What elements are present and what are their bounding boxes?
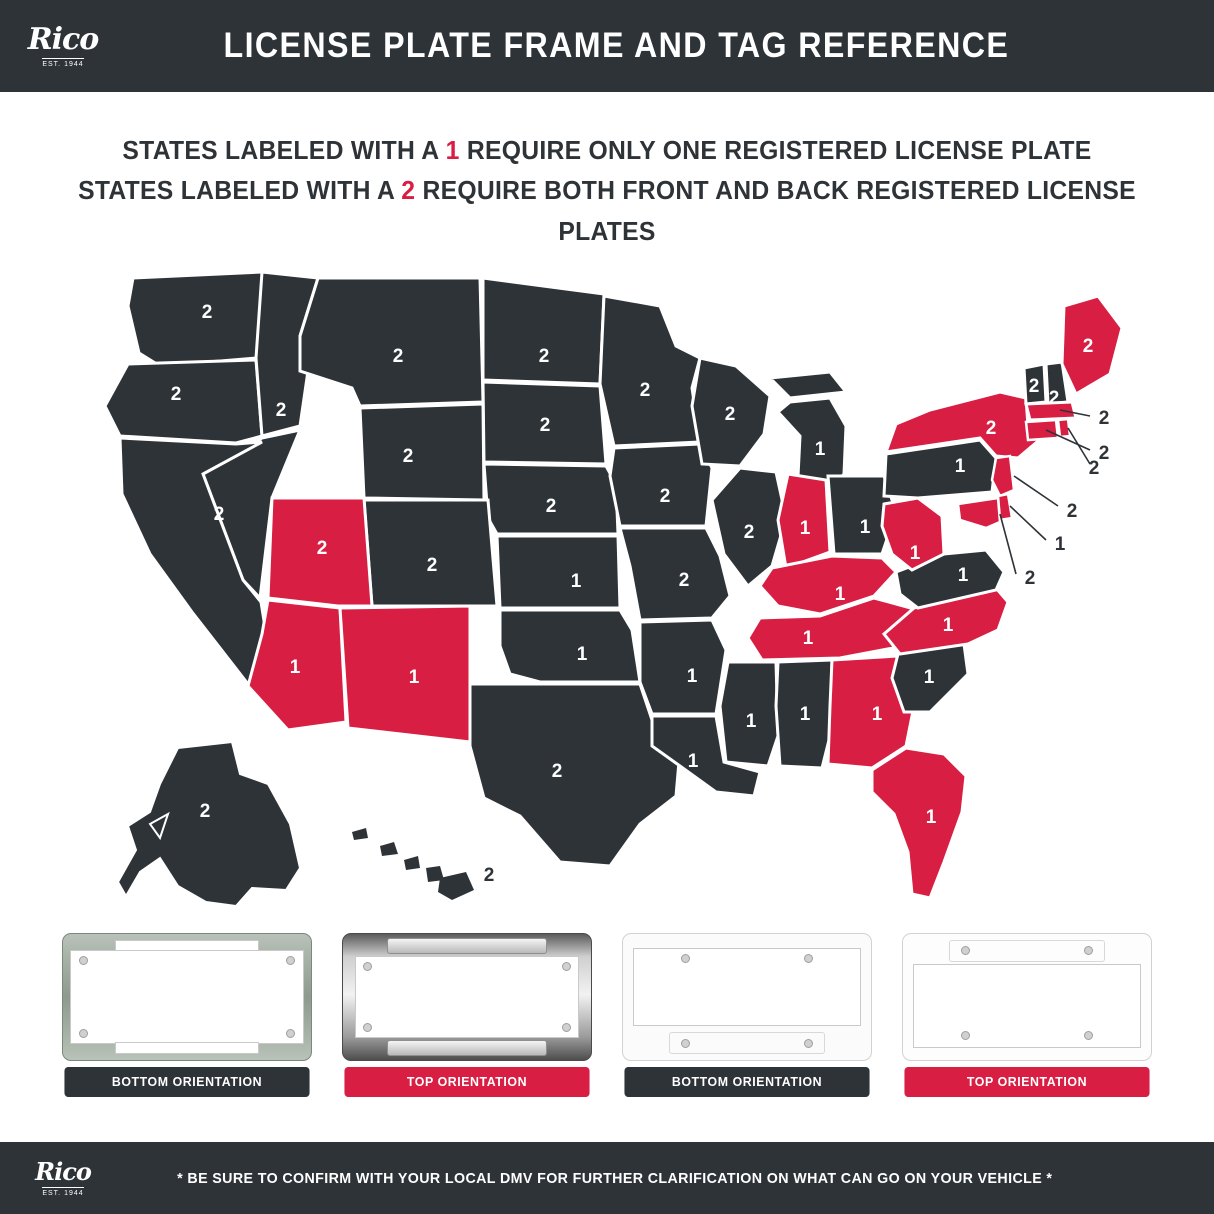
state-ak — [118, 742, 300, 906]
screw-hole-icon — [562, 962, 571, 971]
frame-window — [633, 948, 861, 1026]
screw-hole-icon — [1084, 946, 1093, 955]
page-footer — [0, 1142, 1214, 1214]
state-wy — [360, 404, 484, 500]
brand-logo — [0, 21, 120, 68]
state-mo — [620, 528, 730, 620]
svg-text:2: 2 — [1028, 375, 1040, 397]
svg-text:2: 2 — [985, 417, 997, 439]
legend — [0, 130, 1214, 251]
svg-text:1: 1 — [859, 516, 871, 538]
svg-text:1: 1 — [1054, 533, 1066, 555]
page-header — [0, 0, 1214, 92]
svg-text:2: 2 — [170, 383, 182, 405]
license-plate-frame-green[interactable] — [62, 933, 312, 1061]
svg-text:1: 1 — [289, 656, 301, 678]
svg-text:1: 1 — [957, 564, 969, 586]
svg-text:2: 2 — [1098, 442, 1110, 464]
screw-hole-icon — [286, 956, 295, 965]
screw-hole-icon — [961, 1031, 970, 1040]
svg-text:2: 2 — [1048, 387, 1060, 409]
usa-map — [0, 261, 1214, 921]
state-fl — [872, 748, 966, 898]
license-plate-frame-chrome[interactable] — [342, 933, 592, 1061]
svg-text:2: 2 — [551, 760, 563, 782]
frame-preview-2 — [338, 927, 596, 1067]
frame-item-1 — [58, 927, 316, 1097]
screw-hole-icon — [681, 954, 690, 963]
svg-text:2: 2 — [201, 301, 213, 323]
frame-item-3 — [618, 927, 876, 1097]
svg-text:2: 2 — [538, 345, 550, 367]
svg-text:2: 2 — [539, 414, 551, 436]
frame-gallery — [0, 927, 1214, 1097]
state-nd — [483, 278, 604, 384]
svg-text:2: 2 — [1098, 407, 1110, 429]
footer-disclaimer: * BE SURE TO CONFIRM WITH YOUR LOCAL DMV FOR FURTHER CLARIFICATION ON WHAT CAN GO ON YOUR VEHICLE * — [177, 1169, 1053, 1187]
state-nj — [992, 456, 1014, 496]
frame-label-3: BOTTOM ORIENTATION — [624, 1067, 869, 1097]
svg-text:2: 2 — [392, 345, 404, 367]
footer-logo-word: Rico — [35, 1156, 91, 1186]
svg-text:2: 2 — [199, 800, 211, 822]
svg-text:1: 1 — [799, 703, 811, 725]
state-mn — [600, 296, 700, 446]
svg-text:2: 2 — [483, 864, 495, 886]
legend-line-two-prefix: STATES LABELED WITH A — [78, 175, 402, 206]
frame-bottom-tab — [115, 1042, 259, 1054]
state-ks — [497, 536, 620, 608]
frame-window — [70, 950, 304, 1044]
screw-hole-icon — [804, 1039, 813, 1048]
svg-text:1: 1 — [942, 614, 954, 636]
svg-text:2: 2 — [724, 403, 736, 425]
svg-text:2: 2 — [1082, 335, 1094, 357]
state-or — [105, 360, 262, 443]
brand-logo-subtext: EST. 1944 — [42, 58, 83, 68]
svg-text:2: 2 — [402, 445, 414, 467]
state-co — [364, 500, 497, 606]
legend-one-number: 1 — [445, 135, 460, 165]
legend-line-two — [30, 170, 1183, 251]
state-hi — [352, 828, 474, 900]
legend-two-number: 2 — [401, 175, 416, 206]
screw-hole-icon — [363, 1023, 372, 1032]
svg-text:1: 1 — [745, 710, 757, 732]
state-tx — [470, 684, 680, 866]
state-nm — [340, 606, 470, 742]
svg-text:1: 1 — [576, 643, 588, 665]
svg-text:1: 1 — [871, 703, 883, 725]
svg-text:2: 2 — [275, 399, 287, 421]
svg-text:1: 1 — [687, 750, 699, 772]
state-ar — [640, 620, 726, 714]
svg-text:1: 1 — [814, 438, 826, 460]
legend-line-one — [30, 130, 1183, 170]
state-ok — [500, 610, 640, 682]
svg-text:1: 1 — [802, 627, 814, 649]
page-title: LICENSE PLATE FRAME AND TAG REFERENCE — [223, 26, 1010, 65]
svg-text:1: 1 — [686, 665, 698, 687]
svg-text:2: 2 — [659, 485, 671, 507]
frame-item-2 — [338, 927, 596, 1097]
usa-map-svg — [0, 261, 1214, 921]
screw-hole-icon — [804, 954, 813, 963]
screw-hole-icon — [562, 1023, 571, 1032]
footer-logo-subtext: EST. 1944 — [42, 1187, 83, 1197]
frame-label-1: BOTTOM ORIENTATION — [64, 1067, 309, 1097]
svg-text:1: 1 — [834, 583, 846, 605]
svg-text:1: 1 — [151, 564, 163, 586]
state-ct — [1026, 420, 1058, 440]
frame-preview-3 — [618, 927, 876, 1067]
frame-bottom-tab — [387, 1040, 547, 1056]
svg-text:1: 1 — [909, 542, 921, 564]
screw-hole-icon — [681, 1039, 690, 1048]
frame-bottom-notch — [669, 1032, 825, 1054]
svg-text:1: 1 — [408, 666, 420, 688]
screw-hole-icon — [363, 962, 372, 971]
svg-text:2: 2 — [1024, 567, 1036, 589]
svg-text:1: 1 — [570, 570, 582, 592]
state-ia — [610, 444, 712, 526]
svg-text:2: 2 — [545, 495, 557, 517]
state-md — [958, 498, 1000, 528]
frame-label-4: TOP ORIENTATION — [904, 1067, 1149, 1097]
license-plate-frame-white-top[interactable] — [902, 933, 1152, 1061]
svg-text:2: 2 — [1088, 457, 1100, 479]
svg-text:1: 1 — [923, 666, 935, 688]
frame-top-notch — [949, 940, 1105, 962]
frame-preview-4 — [898, 927, 1156, 1067]
screw-hole-icon — [286, 1029, 295, 1038]
svg-text:1: 1 — [954, 455, 966, 477]
frame-window — [355, 956, 579, 1038]
screw-hole-icon — [79, 1029, 88, 1038]
svg-text:2: 2 — [426, 554, 438, 576]
frame-top-tab — [387, 938, 547, 954]
svg-text:1: 1 — [925, 806, 937, 828]
brand-logo-word: Rico — [27, 21, 99, 57]
legend-line-one-prefix: STATES LABELED WITH A — [122, 135, 446, 165]
svg-text:2: 2 — [639, 379, 651, 401]
legend-line-two-suffix: REQUIRE BOTH FRONT AND BACK REGISTERED LICENSE PLATES — [415, 175, 1136, 246]
svg-text:2: 2 — [743, 521, 755, 543]
screw-hole-icon — [961, 946, 970, 955]
footer-brand-logo — [0, 1156, 120, 1197]
svg-text:1: 1 — [799, 517, 811, 539]
frame-label-2: TOP ORIENTATION — [344, 1067, 589, 1097]
frame-item-4 — [898, 927, 1156, 1097]
state-mt — [300, 278, 483, 406]
frame-window — [913, 964, 1141, 1048]
svg-text:2: 2 — [316, 537, 328, 559]
svg-text:2: 2 — [213, 503, 225, 525]
frame-preview-1 — [58, 927, 316, 1067]
screw-hole-icon — [79, 956, 88, 965]
svg-text:2: 2 — [678, 569, 690, 591]
license-plate-frame-white-bottom[interactable] — [622, 933, 872, 1061]
state-wa — [128, 272, 266, 366]
legend-line-one-suffix: REQUIRE ONLY ONE REGISTERED LICENSE PLATE — [459, 135, 1092, 165]
screw-hole-icon — [1084, 1031, 1093, 1040]
svg-text:2: 2 — [1066, 500, 1078, 522]
